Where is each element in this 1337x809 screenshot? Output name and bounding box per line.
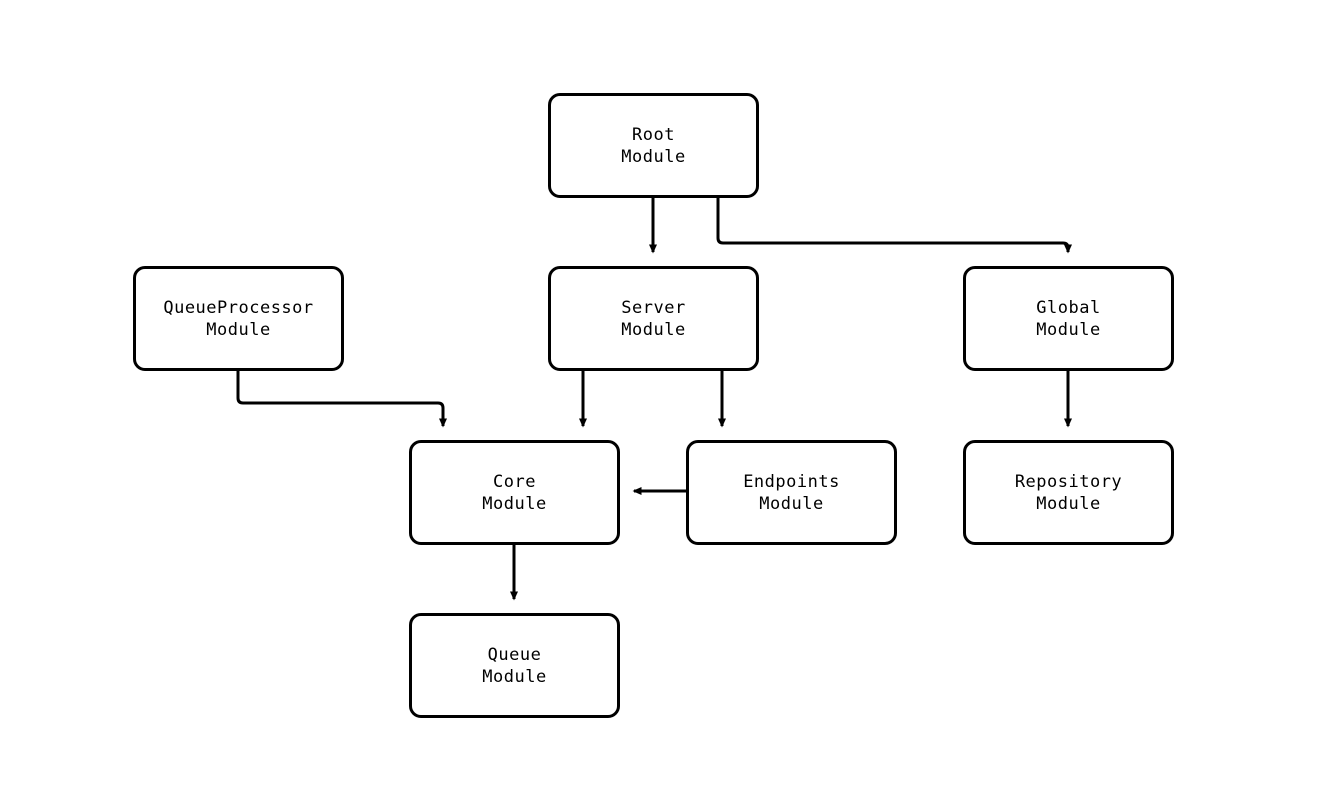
node-label-line2: Module (1036, 493, 1101, 514)
edge-root-global (718, 198, 1068, 252)
node-queueprocessor-module[interactable] (133, 266, 344, 371)
node-label-line1: Queue (487, 644, 542, 665)
node-label-line2: Module (759, 493, 824, 514)
node-label-line1: QueueProcessor (163, 297, 314, 318)
node-label-line1: Endpoints (743, 471, 840, 492)
node-queue-module[interactable] (409, 613, 620, 718)
node-label-line2: Module (1036, 319, 1101, 340)
node-label-line2: Module (621, 319, 686, 340)
node-server-module[interactable] (548, 266, 759, 371)
node-label-line1: Global (1036, 297, 1101, 318)
node-root-module[interactable] (548, 93, 759, 198)
edge-queueprocessor-core (238, 371, 443, 426)
node-label-line2: Module (621, 146, 686, 167)
node-global-module[interactable] (963, 266, 1174, 371)
node-label-line2: Module (482, 493, 547, 514)
node-label-line1: Repository (1014, 471, 1123, 492)
node-label-line1: Core (493, 471, 536, 492)
node-label-line2: Module (206, 319, 271, 340)
node-label-line2: Module (482, 666, 547, 687)
node-label-line1: Server (621, 297, 686, 318)
node-repository-module[interactable] (963, 440, 1174, 545)
node-label-line1: Root (632, 124, 675, 145)
node-core-module[interactable] (409, 440, 620, 545)
node-endpoints-module[interactable] (686, 440, 897, 545)
